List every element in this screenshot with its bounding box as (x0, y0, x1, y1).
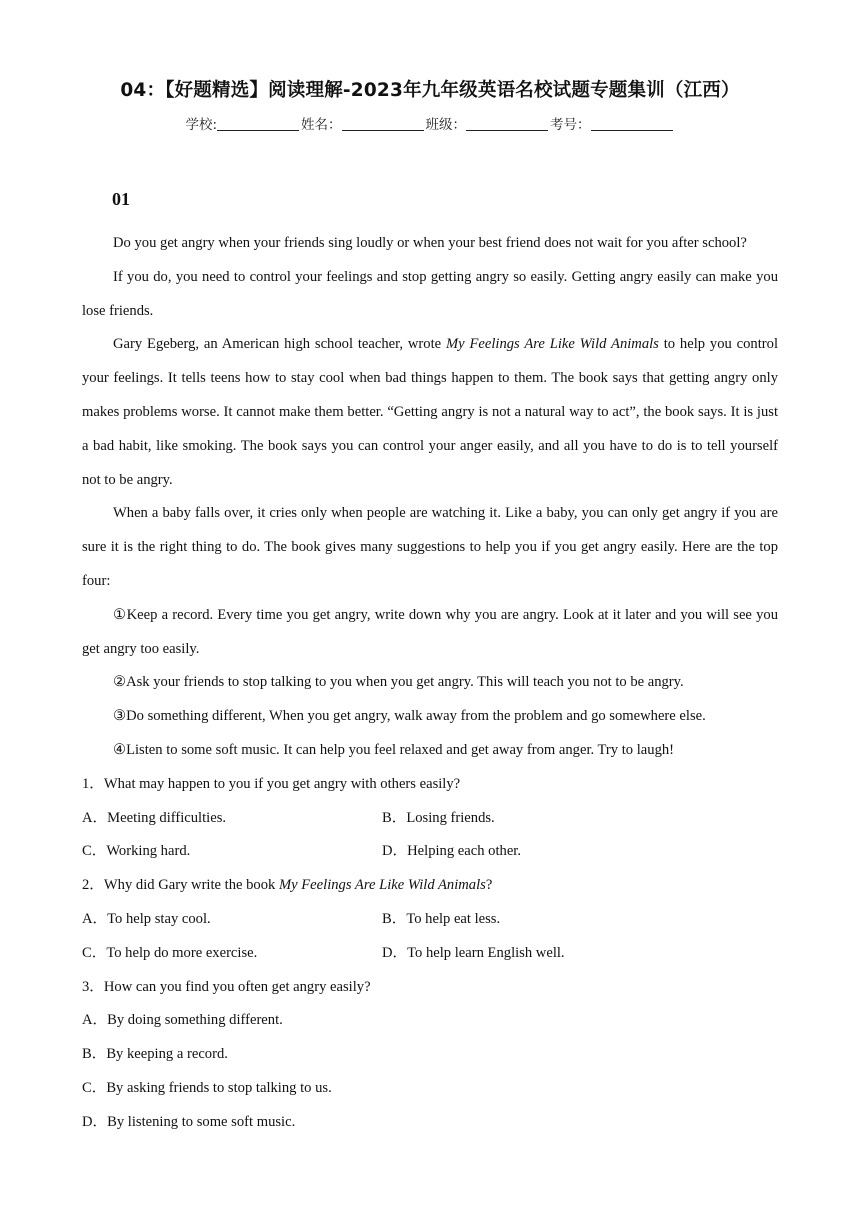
tip-item: ④Listen to some soft music. It can help you feel relaxed and get away from anger. Try to laugh! (113, 741, 675, 758)
passage-body (82, 227, 778, 1140)
option-row (82, 835, 778, 869)
class-blank[interactable] (466, 116, 548, 131)
stem-text: 2．Why did Gary write the book (82, 877, 279, 894)
option-d[interactable]: D．Helping each other. (382, 843, 522, 860)
section-number: 01 (112, 189, 130, 209)
student-info-line (0, 113, 860, 133)
school-label: 学校: (185, 117, 218, 133)
option-d[interactable]: D．By listening to some soft music. (82, 1113, 296, 1130)
stem-text: ? (485, 877, 493, 894)
tip-item: ②Ask your friends to stop talking to you when you get angry. This will teach you not to be angry. (113, 674, 684, 691)
passage-paragraph: When a baby falls over, it cries only when people are watching it. Like a baby, you can only get angry if you are sure it is the right thing to do. The book gives many suggestions to help you if you get angry easily. Here are the top four: (82, 505, 778, 589)
tip-item: ①Keep a record. Every time you get angry, write down why you are angry. Look at it later and you will see you get angry too easily. (82, 606, 778, 657)
option-a[interactable]: A．By doing something different. (82, 1012, 283, 1029)
book-title: My Feelings Are Like Wild Animals (278, 877, 486, 894)
option-a[interactable]: A．Meeting difficulties. (82, 809, 227, 826)
exam-no-blank[interactable] (591, 116, 673, 131)
question-stem (82, 869, 778, 903)
name-label: 姓名： (301, 117, 342, 133)
option-row (82, 903, 778, 937)
option-b[interactable]: B．To help eat less. (382, 910, 501, 927)
option-c[interactable]: C．Working hard. (82, 843, 191, 860)
passage-paragraph: Do you get angry when your friends sing loudly or when your best friend does not wait for you after school? (113, 235, 747, 251)
option-d[interactable]: D．To help learn English well. (382, 944, 565, 961)
option-b[interactable]: B．Losing friends. (382, 809, 495, 826)
paragraph-text: Gary Egeberg, an American high school teacher, wrote (113, 336, 446, 353)
paragraph-text: to help you control your feelings. It tells teens how to stay cool when bad things happen to them. The book says that getting angry only makes problems worse. It cannot make them better. “Getting angry is not a natural way to act”, the book says. It is just a bad habit, like smoking. The book says you can control your anger easily, and all you have to do is to tell yourself not to be angry. (82, 336, 778, 488)
page-title: 04：【好题精选】阅读理解-2023年九年级英语名校试题专题集训（江西） (120, 80, 740, 101)
book-title: My Feelings Are Like Wild Animals (445, 336, 659, 353)
passage-paragraph: If you do, you need to control your feelings and stop getting angry so easily. Getting angry easily can make you lose friends. (82, 268, 778, 319)
tip-item: ③Do something different, When you get angry, walk away from the problem and go somewhere else. (113, 708, 706, 725)
exam-no-label: 考号： (550, 117, 591, 133)
option-row (82, 937, 778, 971)
option-c[interactable]: C．By asking friends to stop talking to us. (82, 1079, 332, 1096)
option-c[interactable]: C．To help do more exercise. (82, 944, 258, 961)
option-a[interactable]: A．To help stay cool. (82, 910, 211, 927)
class-label: 班级： (425, 117, 467, 133)
name-blank[interactable] (342, 116, 424, 131)
option-b[interactable]: B．By keeping a record. (82, 1046, 228, 1063)
question-stem: 1．What may happen to you if you get angry with others easily? (82, 775, 461, 792)
question-stem: 3．How can you find you often get angry easily? (82, 978, 371, 995)
passage-paragraph (82, 328, 778, 497)
school-blank[interactable] (217, 116, 299, 131)
option-row (82, 802, 778, 836)
